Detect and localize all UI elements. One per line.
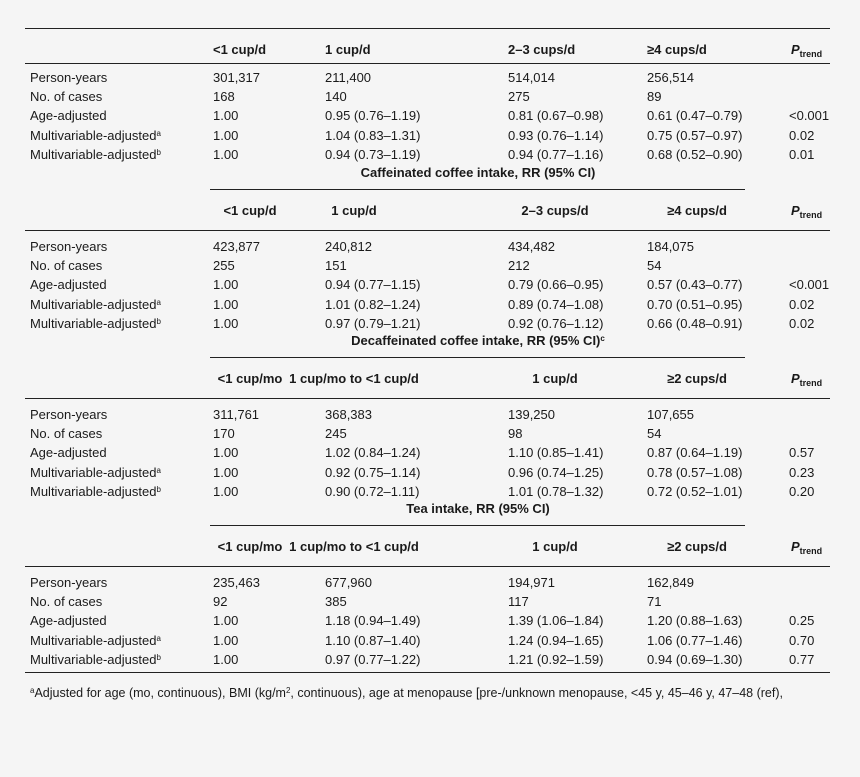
table-cell: 117 [508, 594, 529, 610]
table-cell: 434,482 [508, 239, 555, 254]
row-label-text: Person-years [30, 70, 108, 85]
table-cell: 1.00 [213, 613, 239, 629]
column-header: 1 cup/d [532, 371, 578, 386]
table-cell: 275 [508, 89, 530, 105]
section-rule-short [210, 525, 745, 526]
row-label-text: No. of cases [30, 89, 103, 105]
table-cell: 0.89 (0.74–1.08) [508, 296, 604, 312]
table-cell: 311,761 [213, 407, 260, 422]
row-label-text: Person-years [30, 575, 108, 590]
table-cell: 0.92 (0.76–1.12) [508, 315, 604, 331]
row-label [30, 445, 107, 461]
table-cell: 1.10 (0.87–1.40) [325, 632, 421, 648]
p-trend-header [791, 42, 822, 59]
table-cell: 71 [647, 594, 662, 610]
row-label-footnote-marker: a [156, 633, 161, 643]
table-cell: 235,463 [213, 575, 260, 590]
row-label [30, 70, 107, 86]
p-trend-value: 0.23 [789, 464, 815, 480]
p-trend-subscript: trend [799, 546, 823, 556]
table-cell: 0.79 (0.66–0.95) [508, 277, 604, 293]
table-cell: 0.87 (0.64–1.19) [647, 445, 743, 461]
table-cell: 1.21 (0.92–1.59) [508, 651, 604, 667]
column-header: ≥2 cups/d [667, 371, 727, 386]
table-cell: 385 [325, 594, 347, 610]
table-cell: 162,849 [647, 575, 694, 590]
row-label-text: Age-adjusted [30, 445, 107, 461]
column-header: 2–3 cups/d [521, 203, 589, 218]
row-label-text: Multivariable-adjusted [30, 464, 157, 480]
table-cell: 1.00 [213, 464, 239, 480]
column-header: <1 cup/d [213, 42, 267, 57]
p-trend-symbol: P [791, 42, 800, 57]
section-title [361, 165, 596, 181]
table-cell: 1.00 [213, 651, 239, 667]
column-header: 1 cup/mo to <1 cup/d [289, 539, 419, 554]
column-header: <1 cup/mo [217, 371, 283, 386]
p-trend-symbol: P [791, 203, 800, 218]
row-label [30, 594, 102, 610]
p-trend-symbol: P [791, 539, 800, 554]
header-rule [25, 398, 830, 399]
table-cell: 423,877 [213, 239, 260, 254]
p-trend-value: 0.70 [789, 632, 815, 648]
table-cell: 0.57 (0.43–0.77) [647, 277, 743, 293]
table-cell: 1.01 (0.82–1.24) [325, 296, 421, 312]
table-cell: 1.00 [213, 315, 239, 331]
row-label [30, 484, 161, 500]
row-label [30, 465, 161, 481]
p-trend-symbol: P [791, 371, 800, 386]
table-cell: 168 [213, 89, 235, 105]
column-header: 1 cup/d [325, 42, 371, 57]
footnote [30, 685, 783, 701]
table-cell: 54 [647, 426, 662, 442]
section-title-text: Caffeinated coffee intake, RR (95% CI) [360, 165, 596, 180]
p-trend-value: 0.57 [789, 445, 815, 461]
row-label-text: Multivariable-adjusted [30, 127, 157, 143]
table-cell: 0.94 (0.77–1.15) [325, 277, 421, 293]
table-cell: 301,317 [213, 70, 260, 85]
p-trend-subscript: trend [799, 49, 823, 59]
p-trend-value: 0.02 [789, 296, 815, 312]
header-rule [25, 63, 830, 64]
p-trend-value: 0.20 [789, 483, 815, 499]
table-cell: 245 [325, 426, 347, 442]
table-cell: 0.94 (0.69–1.30) [647, 651, 743, 667]
table-cell: 256,514 [647, 70, 694, 85]
row-label-text: No. of cases [30, 426, 103, 442]
row-label-footnote-marker: b [156, 316, 161, 326]
row-label-footnote-marker: a [156, 297, 161, 307]
p-trend-value: 0.02 [789, 127, 815, 143]
row-label-text: Multivariable-adjusted [30, 632, 157, 648]
table-cell: 92 [213, 594, 228, 610]
column-header: ≥2 cups/d [667, 539, 727, 554]
row-label [30, 426, 102, 442]
row-label [30, 108, 107, 124]
table-cell: 139,250 [508, 407, 555, 422]
p-trend-subscript: trend [799, 210, 823, 220]
row-label-text: No. of cases [30, 258, 103, 274]
table-top-rule [25, 28, 830, 29]
table-cell: 1.39 (1.06–1.84) [508, 613, 604, 629]
footnote-text-part1: Adjusted for age (mo, continuous), BMI (kg/m [34, 686, 286, 700]
column-header: <1 cup/d [223, 203, 277, 218]
table-cell: 1.10 (0.85–1.41) [508, 445, 604, 461]
table-cell: 0.97 (0.79–1.21) [325, 315, 421, 331]
footnote-exponent: 2 [285, 686, 291, 695]
table-cell: 1.00 [213, 296, 239, 312]
row-label-text: Multivariable-adjusted [30, 651, 157, 667]
p-trend-value: 0.25 [789, 613, 815, 629]
table-cell: 0.93 (0.76–1.14) [508, 127, 604, 143]
p-trend-value: <0.001 [789, 277, 830, 293]
column-header: ≥4 cups/d [647, 42, 707, 57]
p-trend-value: 0.02 [789, 315, 815, 331]
row-label [30, 652, 161, 668]
header-rule [25, 230, 830, 231]
row-label [30, 575, 107, 591]
table-cell: 0.95 (0.76–1.19) [325, 108, 421, 124]
table-cell: 0.75 (0.57–0.97) [647, 127, 743, 143]
table-cell: 1.00 [213, 127, 239, 143]
row-label [30, 128, 161, 144]
table-cell: 0.94 (0.73–1.19) [325, 146, 421, 162]
table-cell: 107,655 [647, 407, 694, 422]
column-header: 1 cup/d [532, 539, 578, 554]
table-cell: 1.00 [213, 146, 239, 162]
table-cell: 0.94 (0.77–1.16) [508, 146, 604, 162]
table-cell: 1.00 [213, 108, 239, 124]
table-cell: 240,812 [325, 239, 372, 254]
table-cell: 0.61 (0.47–0.79) [647, 108, 743, 124]
table-cell: 0.70 (0.51–0.95) [647, 296, 743, 312]
table-cell: 1.00 [213, 445, 239, 461]
column-header: 1 cup/mo to <1 cup/d [289, 371, 419, 386]
table-cell: 98 [508, 426, 523, 442]
table-cell: 194,971 [508, 575, 555, 590]
table-cell: 1.06 (0.77–1.46) [647, 632, 743, 648]
table-cell: 0.66 (0.48–0.91) [647, 315, 743, 331]
column-header: 1 cup/d [331, 203, 377, 218]
footnote-text-part2: , continuous), age at menopause [pre-/unknown menopause, <45 y, 45–46 y, 47–48 (ref), [290, 686, 783, 700]
row-label [30, 407, 107, 423]
column-header: 2–3 cups/d [508, 42, 576, 57]
p-trend-value: 0.01 [789, 146, 815, 162]
row-label-text: Age-adjusted [30, 108, 107, 124]
table-cell: 1.01 (0.78–1.32) [508, 483, 604, 499]
table-cell: 89 [647, 89, 662, 105]
table-cell: 1.00 [213, 632, 239, 648]
row-label-footnote-marker: b [156, 484, 161, 494]
p-trend-subscript: trend [799, 378, 823, 388]
row-label [30, 239, 107, 255]
table-cell: 1.04 (0.83–1.31) [325, 127, 421, 143]
section-title [351, 333, 605, 349]
table-cell: 1.20 (0.88–1.63) [647, 613, 743, 629]
section-rule-short [210, 357, 745, 358]
header-rule [25, 566, 830, 567]
table-cell: 0.92 (0.75–1.14) [325, 464, 421, 480]
table-cell: 1.00 [213, 483, 239, 499]
table-cell: 170 [213, 426, 235, 442]
section-title-footnote-marker: c [600, 334, 605, 343]
row-label-footnote-marker: b [156, 147, 161, 157]
row-label-text: Multivariable-adjusted [30, 315, 157, 331]
p-trend-header [791, 203, 822, 220]
table-cell: 514,014 [508, 70, 555, 85]
p-trend-value: 0.77 [789, 651, 815, 667]
p-trend-header [791, 371, 822, 388]
column-header: <1 cup/mo [217, 539, 283, 554]
row-label [30, 613, 107, 629]
column-header: ≥4 cups/d [667, 203, 727, 218]
table-cell: 0.78 (0.57–1.08) [647, 464, 743, 480]
table-cell: 0.72 (0.52–1.01) [647, 483, 743, 499]
table-cell: 0.90 (0.72–1.11) [325, 483, 420, 499]
row-label-text: Multivariable-adjusted [30, 146, 157, 162]
table-cell: 212 [508, 258, 530, 274]
row-label [30, 147, 161, 163]
row-label-text: Person-years [30, 407, 108, 422]
row-label-footnote-marker: a [156, 128, 161, 138]
p-trend-header [791, 539, 822, 556]
table-cell: 677,960 [325, 575, 372, 590]
row-label-text: Age-adjusted [30, 277, 107, 293]
table-cell: 184,075 [647, 239, 694, 254]
table-cell: 140 [325, 89, 347, 105]
p-trend-value: <0.001 [789, 108, 830, 124]
section-rule-short [210, 189, 745, 190]
table-cell: 0.96 (0.74–1.25) [508, 464, 604, 480]
table-cell: 1.02 (0.84–1.24) [325, 445, 421, 461]
table-cell: 1.00 [213, 277, 239, 293]
row-label [30, 277, 107, 293]
table-cell: 54 [647, 258, 662, 274]
row-label-text: Person-years [30, 239, 108, 254]
row-label [30, 297, 161, 313]
row-label [30, 89, 102, 105]
table-bottom-rule [25, 672, 830, 673]
row-label [30, 633, 161, 649]
row-label-footnote-marker: a [156, 465, 161, 475]
table-cell: 1.24 (0.94–1.65) [508, 632, 604, 648]
section-title-text: Decaffeinated coffee intake, RR (95% CI) [351, 333, 601, 348]
table-cell: 368,383 [325, 407, 372, 422]
row-label-text: Multivariable-adjusted [30, 483, 157, 499]
row-label-text: Age-adjusted [30, 613, 107, 629]
table-cell: 0.81 (0.67–0.98) [508, 108, 604, 124]
row-label-footnote-marker: b [156, 652, 161, 662]
table-cell: 0.68 (0.52–0.90) [647, 146, 743, 162]
table-cell: 0.97 (0.77–1.22) [325, 651, 421, 667]
table-cell: 211,400 [325, 70, 372, 85]
table-cell: 151 [325, 258, 347, 274]
row-label [30, 316, 161, 332]
row-label-text: No. of cases [30, 594, 103, 610]
table-cell: 255 [213, 258, 235, 274]
row-label-text: Multivariable-adjusted [30, 296, 157, 312]
table-cell: 1.18 (0.94–1.49) [325, 613, 421, 629]
row-label [30, 258, 102, 274]
footnote-marker: a [30, 686, 35, 695]
section-title-text: Tea intake, RR (95% CI) [406, 501, 550, 516]
section-title [406, 501, 550, 517]
